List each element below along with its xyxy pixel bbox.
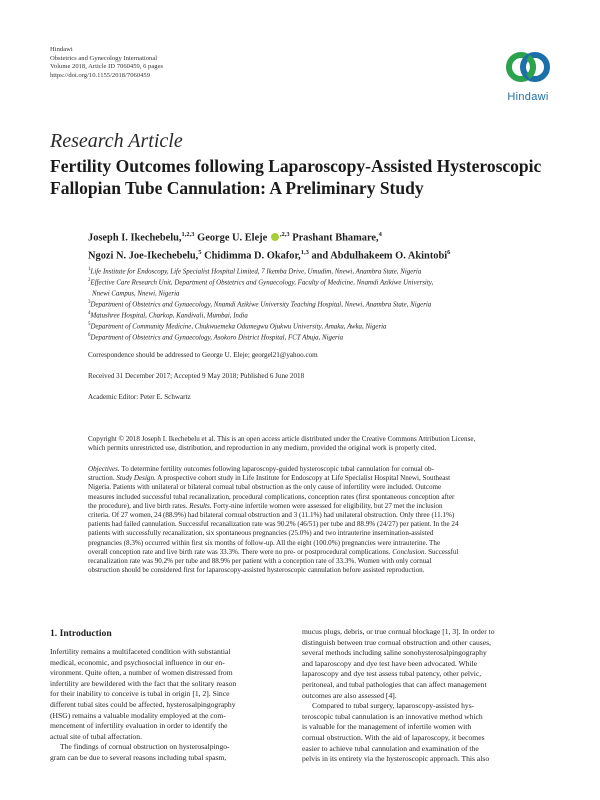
abstract-line <box>88 465 550 474</box>
affiliation-item <box>88 332 558 343</box>
author-name: and Abdulhakeem O. Akintobi <box>311 250 448 262</box>
hindawi-logo-icon <box>504 46 552 88</box>
journal-doi-link[interactable]: https://doi.org/10.1155/2018/7060459 <box>50 71 151 79</box>
abstract-line <box>88 502 550 511</box>
abstract-line: recanalization rate was 90.2% per tube and 88.9% per patient with a conception rate of 33.3%. Women with only cornual <box>88 557 432 566</box>
title-line: Fertility Outcomes following Laparoscopy-Assisted Hysteroscopic <box>50 156 542 176</box>
affiliation-text: Department of Obstetrics and Gynaecology, Asokoro District Hospital, FCT Abuja, Nigeria <box>90 334 344 342</box>
author-name: George U. Eleje <box>197 232 268 244</box>
body-line: pelvis in its entirety via the hysteroscopic approach. This also <box>302 754 490 764</box>
author-name: Joseph I. Ikechebelu, <box>88 232 182 244</box>
body-line: infertility are bewildered with the fact that the solitary reason <box>50 678 237 688</box>
abstract-line: patients had failed cannulation. Successful recanalization rate was 90.2% (46/51) per tube and 88.9% (24/27) per patient. In the 24 <box>88 520 459 529</box>
author-affiliation-marker: 6 <box>447 248 451 256</box>
abstract-line: patients with successfully recanalization, six spontaneous pregnancies (25.0%) and two intrauterine insemination-assisted <box>88 529 434 538</box>
publisher-name: Hindawi <box>50 46 73 53</box>
correspondence: Correspondence should be addressed to George U. Eleje; georgel21@yahoo.com <box>88 351 318 359</box>
affiliation-item <box>88 299 558 310</box>
copyright-line: which permits unrestricted use, distribution, and reproduction in any medium, provided the original work is properly cited. <box>88 444 437 453</box>
abstract-text: struction. <box>88 474 117 483</box>
author-name: Ngozi N. Joe-Ikechebelu, <box>88 250 199 262</box>
affiliation-marker: 6 <box>88 333 91 338</box>
body-line: mucus plugs, debris, or true cornual blockage [1, 3]. In order to <box>302 627 495 636</box>
affiliation-item <box>88 266 558 277</box>
abstract-line <box>88 474 550 483</box>
abstract-label-study-design: Study Design. <box>116 474 156 483</box>
orcid-icon[interactable] <box>271 233 279 241</box>
affiliation-item <box>88 277 558 288</box>
body-line: Infertility remains a multifaceted condition with substantial <box>50 647 231 656</box>
author-affiliation-marker: ,2,3 <box>279 231 290 238</box>
body-line: medical, economic, and psychosocial influence in our en- <box>50 657 225 667</box>
abstract-line: obstruction should be considered first for laparoscopy-assisted hysteroscopic cannulation before assisted reproduction. <box>88 566 425 575</box>
abstract-line: measures included successful tubal recanalization, procedural complications, conception rates (first spontaneous conception after <box>88 492 455 501</box>
journal-info <box>50 46 163 80</box>
affiliation-item <box>88 288 558 299</box>
body-line: gram can be due to several reasons including tubal spasm, <box>50 752 227 762</box>
author-line <box>88 246 588 264</box>
body-line: The findings of cornual obstruction on hysterosalpingo- <box>60 742 230 752</box>
body-line: cornual obstruction. With the aid of laparoscopy, it becomes <box>302 732 485 742</box>
body-line: (HSG) remains a valuable modality employed at the com- <box>50 710 226 720</box>
affiliation-marker: 2 <box>88 278 91 283</box>
body-line: Compared to tubal surgery, laparoscopy-assisted hys- <box>312 701 475 711</box>
abstract-line <box>88 548 550 557</box>
hindawi-wordmark: Hindawi <box>507 91 549 103</box>
affiliation-text: Department of Community Medicine, Chukwuemeka Odumegwu Ojukwu University, Amaku, Awka, Nigeria <box>90 323 387 331</box>
abstract-label-conclusion: Conclusion. <box>392 547 427 556</box>
abstract-text: the procedure), and live birth rates. <box>88 501 190 510</box>
body-line: vironment. Quite often, a number of women distressed from <box>50 668 233 678</box>
author-affiliation-marker: 1,2,3 <box>181 231 195 238</box>
affiliation-item <box>88 310 558 321</box>
journal-name: Obstetrics and Gynecology International <box>50 54 158 62</box>
copyright-notice <box>88 435 550 454</box>
author-name: Chidimma D. Okafor, <box>204 250 301 262</box>
author-affiliation-marker: 5 <box>198 248 202 256</box>
affiliation-marker: 5 <box>88 322 91 327</box>
body-line: several methods including saline sonohysterosalpingography <box>302 648 487 658</box>
author-affiliation-marker: 4 <box>378 231 382 238</box>
body-line: and laparoscopy and dye test have been advocated. While <box>302 658 478 668</box>
body-line: distinguish between true cornual obstruction and other causes, <box>302 637 491 647</box>
author-name: Prashant Bhamare, <box>292 232 379 244</box>
body-line: easier to achieve tubal cannulation and examination of the <box>302 743 479 753</box>
body-line: different tubal sites could be affected, hysterosalpingography <box>50 699 236 709</box>
abstract-line: pregnancies (8.3%) occurred within first six months of follow-up. All the eight (100.0%) pregnancies were intrauterine. The <box>88 538 441 547</box>
body-line: teroscopic tubal cannulation is an innovative method which <box>302 711 483 721</box>
affiliation-text: Nnewi Campus, Nnewi, Nigeria <box>92 290 180 298</box>
body-line: outcomes are also assessed [4]. <box>302 690 397 700</box>
abstract-text: Successful <box>426 547 459 556</box>
title-line: Fallopian Tube Cannulation: A Preliminary Study <box>50 178 424 198</box>
copyright-line: Copyright © 2018 Joseph I. Ikechebelu et al. This is an open access article distributed under the Creative Commons Attribution License, <box>88 435 476 443</box>
academic-editor: Academic Editor: Peter E. Schwartz <box>88 393 191 401</box>
abstract <box>88 465 550 575</box>
body-line: laparoscopy and dye test assess tubal patency, other pelvic, <box>302 669 482 679</box>
affiliation-marker: 1 <box>88 267 91 272</box>
affiliation-list <box>88 266 558 343</box>
abstract-line: Nigeria. Patients with unilateral or bilateral cornual tubal obstruction as the only cause of infertility were included. Outcome <box>88 483 442 492</box>
author-list <box>88 228 588 264</box>
body-line: peritoneal, and tubal pathologies that can affect management <box>302 679 487 689</box>
abstract-text: overall conception rate and live birth rate was 33.3%. There were no pre- or postprocedural complications. <box>88 547 393 556</box>
abstract-line: criteria. Of 27 women, 24 (88.9%) had bilateral cornual obstruction and 3 (11.1%) had unilateral obstruction. Only three (11.1%) <box>88 511 455 520</box>
abstract-text: A prospective cohort study in Life Institute for Endoscopy at Life Specialist Hospital Nnewi, Southeast <box>155 474 451 483</box>
journal-volume: Volume 2018, Article ID 7060459, 6 pages <box>50 63 164 71</box>
article-title <box>50 155 570 199</box>
affiliation-marker: 3 <box>88 300 91 305</box>
body-column-right <box>302 627 562 765</box>
affiliation-marker: 4 <box>88 311 91 316</box>
body-line: is valuable for the management of infertile women with <box>302 722 472 732</box>
author-affiliation-marker: 1,3 <box>300 248 309 256</box>
body-line: mencement of infertility evaluation in order to identify the <box>50 721 228 731</box>
body-column-left <box>50 647 310 764</box>
article-type: Research Article <box>50 130 183 152</box>
author-line <box>88 228 588 246</box>
body-line: actual site of tubal affectation. <box>50 731 142 741</box>
affiliation-text: Effective Care Research Unit, Department of Obstetrics and Gynaecology, Faculty of Medicine, Nnamdi Azikiwe University, <box>90 279 434 287</box>
abstract-label-objectives: Objectives. <box>88 465 120 473</box>
hindawi-logo <box>498 46 558 108</box>
publication-dates: Received 31 December 2017; Accepted 9 May 2018; Published 6 June 2018 <box>88 372 305 380</box>
abstract-text: Forty-nine infertile women were assessed for eligibility, but 27 met the inclusion <box>211 501 443 510</box>
affiliation-text: Department of Obstetrics and Gynaecology, Nnamdi Azikiwe University Teaching Hospital, Nnewi, Anambra State, Nigeria <box>90 301 432 309</box>
affiliation-text: Life Institute for Endoscopy, Life Specialist Hospital Limited, 7 Ikemba Drive, Umudim, Nnewi, Anambra State, Nigeria <box>90 268 422 276</box>
abstract-label-results: Results. <box>189 501 212 510</box>
body-line: for their inability to conceive is tubal in origin [1, 2]. Since <box>50 689 230 699</box>
affiliation-text: Matushree Hospital, Charkop, Kandivali, Mumbai, India <box>90 312 248 320</box>
abstract-text: To determine fertility outcomes following laparoscopy-guided hysteroscopic tubal cannulation for cornual ob- <box>119 465 434 473</box>
section-heading-introduction: 1. Introduction <box>50 628 112 639</box>
affiliation-item <box>88 321 558 332</box>
